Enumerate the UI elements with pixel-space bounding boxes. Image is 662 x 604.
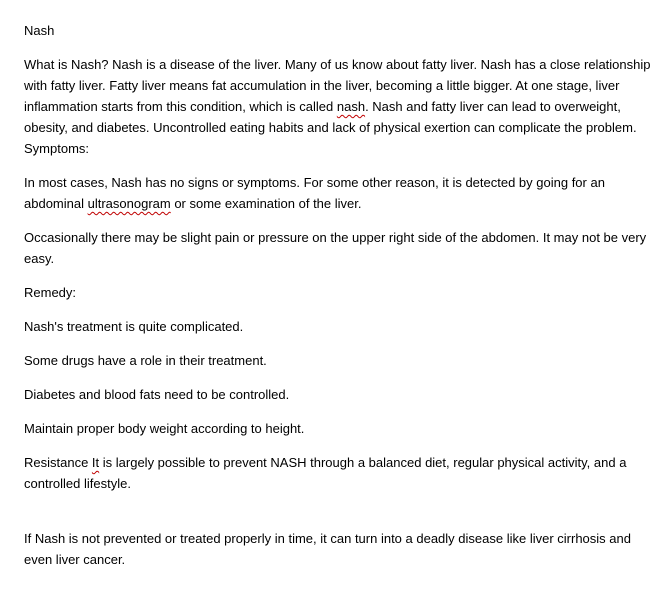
paragraph-weight: Maintain proper body weight according to height. (24, 421, 305, 436)
remedy-heading: Remedy: (24, 285, 77, 300)
paragraph-treatment: Nash's treatment is quite complicated. (24, 319, 244, 334)
paragraph-text: What is Nash? Nash is a disease of the liver. Many of us know about fatty liver. Nash has a close relationship with fatty liver. Fatty liver means fat accumulation in the liver, becoming a little bigger. At one stage, liver inflammation starts from this condition, which is called (24, 57, 651, 114)
paragraph-text: or some examination of the liver. (170, 196, 362, 211)
paragraph-text: In most cases, Nash has no signs or symptoms. For some other reason, it is detected by going for an abdominal (24, 175, 605, 211)
paragraph-symptoms (24, 172, 654, 214)
spellcheck-flagged-word[interactable]: It (91, 455, 100, 470)
paragraph-text: Resistance (24, 455, 92, 470)
paragraph-intro (24, 54, 654, 159)
spellcheck-flagged-word[interactable]: nash (336, 99, 366, 114)
paragraph-prevention (24, 452, 654, 494)
paragraph-warning: If Nash is not prevented or treated properly in time, it can turn into a deadly disease like liver cirrhosis and even liver cancer. (24, 531, 631, 567)
document-title: Nash (24, 23, 55, 38)
paragraph-diabetes: Diabetes and blood fats need to be controlled. (24, 387, 290, 402)
empty-line (24, 507, 654, 528)
paragraph-drugs: Some drugs have a role in their treatment. (24, 353, 267, 368)
spellcheck-flagged-word[interactable]: ultrasonogram (87, 196, 171, 211)
paragraph-pain: Occasionally there may be slight pain or pressure on the upper right side of the abdomen. It may not be very easy. (24, 230, 647, 266)
paragraph-text: is largely possible to prevent NASH through a balanced diet, regular physical activity, and a controlled lifestyle. (24, 455, 627, 491)
paragraph-text: . Nash and fatty liver can lead to overweight, obesity, and diabetes. Uncontrolled eating habits and lack of physical exertion can complicate the problem. Symptoms: (24, 99, 637, 156)
document-body (24, 20, 654, 583)
